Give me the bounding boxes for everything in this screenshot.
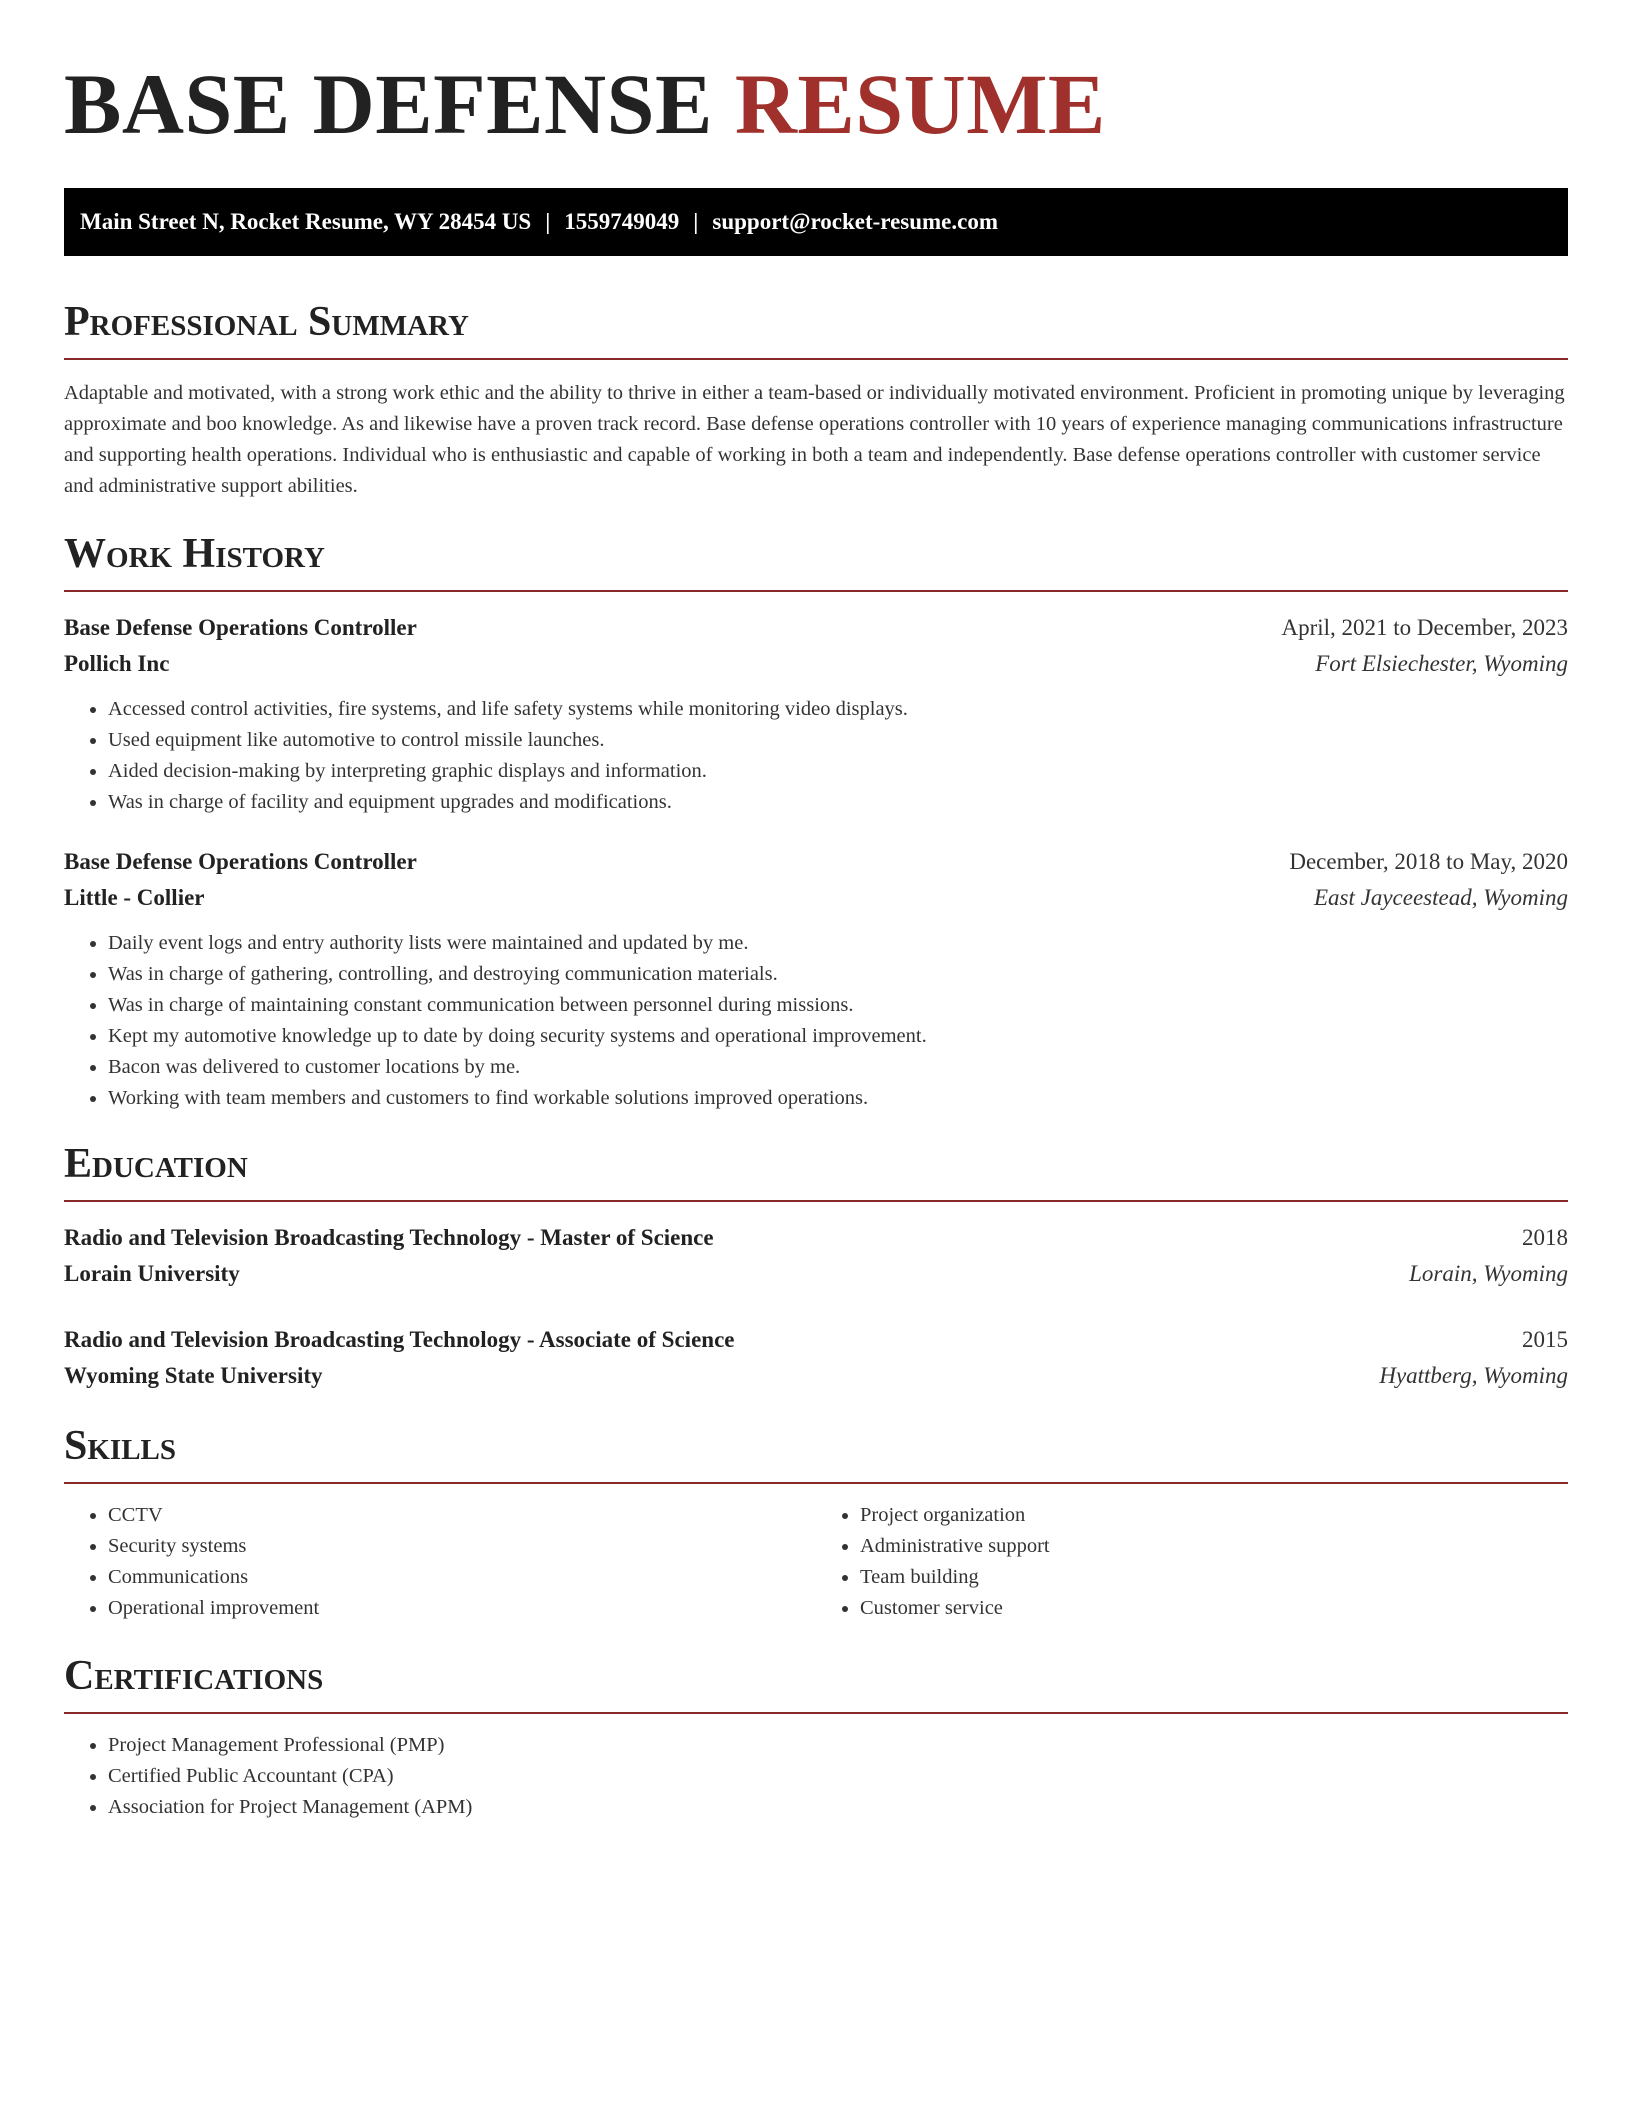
contact-address: Main Street N, Rocket Resume, WY 28454 US bbox=[80, 209, 532, 234]
summary-section bbox=[64, 298, 1568, 502]
skills-section bbox=[64, 1422, 1568, 1624]
certifications-list bbox=[64, 1730, 1568, 1823]
list-item: • Was in charge of facility and equipment upgrades and modifications. bbox=[108, 787, 1568, 818]
education-year: 2015 bbox=[1522, 1327, 1568, 1352]
job-dates: December, 2018 to May, 2020 bbox=[1289, 849, 1568, 874]
section-title-certifications: Certifications bbox=[64, 1653, 324, 1699]
skills-list-left bbox=[64, 1500, 816, 1624]
job-dates: April, 2021 to December, 2023 bbox=[1281, 615, 1568, 640]
education-location: Lorain, Wyoming bbox=[1409, 1261, 1568, 1286]
education-year: 2018 bbox=[1522, 1225, 1568, 1250]
education-entry bbox=[64, 1322, 1568, 1394]
certification-item: • Project Management Professional (PMP) bbox=[108, 1730, 1568, 1761]
section-divider bbox=[64, 1482, 1568, 1484]
education-school-row bbox=[64, 1256, 1568, 1292]
skill-item: • Administrative support bbox=[860, 1531, 1568, 1562]
job-company-row bbox=[64, 646, 1568, 682]
education-location: Hyattberg, Wyoming bbox=[1379, 1363, 1568, 1388]
section-divider bbox=[64, 1200, 1568, 1202]
education-degree: Radio and Television Broadcasting Technology - Associate of Science bbox=[64, 1327, 735, 1352]
job-header-row bbox=[64, 844, 1568, 880]
list-item: • Was in charge of maintaining constant communication between personnel during missions. bbox=[108, 990, 1568, 1021]
section-title-skills: Skills bbox=[64, 1423, 177, 1469]
job-entry bbox=[64, 844, 1568, 1114]
job-header-row bbox=[64, 610, 1568, 646]
skills-list-right bbox=[816, 1500, 1568, 1624]
contact-separator: | bbox=[693, 209, 699, 234]
job-company: Pollich Inc bbox=[64, 651, 170, 676]
list-item: • Aided decision-making by interpreting graphic displays and information. bbox=[108, 756, 1568, 787]
work-history-section bbox=[64, 530, 1568, 1114]
name-main: BASE DEFENSE bbox=[64, 56, 713, 152]
section-title-summary: Professional Summary bbox=[64, 299, 469, 345]
list-item: • Working with team members and customers to find workable solutions improved operations. bbox=[108, 1083, 1568, 1114]
job-title: Base Defense Operations Controller bbox=[64, 849, 417, 874]
job-bullets bbox=[64, 694, 1568, 818]
list-item: • Accessed control activities, fire systems, and life safety systems while monitoring video displays. bbox=[108, 694, 1568, 725]
job-location: Fort Elsiechester, Wyoming bbox=[1315, 651, 1568, 676]
section-title-work: Work History bbox=[64, 531, 325, 577]
skill-item: • Team building bbox=[860, 1562, 1568, 1593]
summary-text: Adaptable and motivated, with a strong work ethic and the ability to thrive in either a team-based or individually motivated environment. Proficient in promoting unique by leveraging approximate and boo knowledge. As and likewise have a proven track record. Base defense operations controller with 10 years of experience managing communications infrastructure and supporting health operations. Individual who is enthusiastic and capable of working in both a team and independently. Base defense operations controller with customer service and administrative support abilities. bbox=[64, 382, 1565, 497]
section-divider bbox=[64, 1712, 1568, 1714]
education-header-row bbox=[64, 1220, 1568, 1256]
education-section bbox=[64, 1140, 1568, 1394]
job-entry bbox=[64, 610, 1568, 818]
list-item: • Bacon was delivered to customer locations by me. bbox=[108, 1052, 1568, 1083]
list-item: • Kept my automotive knowledge up to date by doing security systems and operational improvement. bbox=[108, 1021, 1568, 1052]
job-company-row bbox=[64, 880, 1568, 916]
skill-item: • Project organization bbox=[860, 1500, 1568, 1531]
education-header-row bbox=[64, 1322, 1568, 1358]
certifications-section bbox=[64, 1652, 1568, 1823]
job-location: East Jayceestead, Wyoming bbox=[1314, 885, 1568, 910]
education-school: Lorain University bbox=[64, 1261, 240, 1286]
certification-item: • Certified Public Accountant (CPA) bbox=[108, 1761, 1568, 1792]
skill-item: • Customer service bbox=[860, 1593, 1568, 1624]
section-divider bbox=[64, 590, 1568, 592]
education-school: Wyoming State University bbox=[64, 1363, 323, 1388]
skill-item: • Security systems bbox=[108, 1531, 816, 1562]
resume-name bbox=[64, 0, 1568, 152]
contact-separator: | bbox=[545, 209, 551, 234]
job-bullets bbox=[64, 928, 1568, 1114]
skill-item: • Operational improvement bbox=[108, 1593, 816, 1624]
name-accent: RESUME bbox=[734, 56, 1106, 152]
list-item: • Daily event logs and entry authority lists were maintained and updated by me. bbox=[108, 928, 1568, 959]
education-degree: Radio and Television Broadcasting Technology - Master of Science bbox=[64, 1225, 714, 1250]
section-title-education: Education bbox=[64, 1141, 248, 1187]
contact-bar bbox=[64, 188, 1568, 256]
list-item: • Used equipment like automotive to control missile launches. bbox=[108, 725, 1568, 756]
skill-item: • CCTV bbox=[108, 1500, 816, 1531]
skill-item: • Communications bbox=[108, 1562, 816, 1593]
contact-phone: 1559749049 bbox=[564, 209, 680, 234]
section-divider bbox=[64, 358, 1568, 360]
list-item: • Was in charge of gathering, controlling, and destroying communication materials. bbox=[108, 959, 1568, 990]
job-company: Little - Collier bbox=[64, 885, 205, 910]
job-title: Base Defense Operations Controller bbox=[64, 615, 417, 640]
education-school-row bbox=[64, 1358, 1568, 1394]
skills-grid bbox=[64, 1500, 1568, 1624]
education-entry bbox=[64, 1220, 1568, 1292]
contact-email: support@rocket-resume.com bbox=[712, 209, 999, 234]
certification-item: • Association for Project Management (APM) bbox=[108, 1792, 1568, 1823]
